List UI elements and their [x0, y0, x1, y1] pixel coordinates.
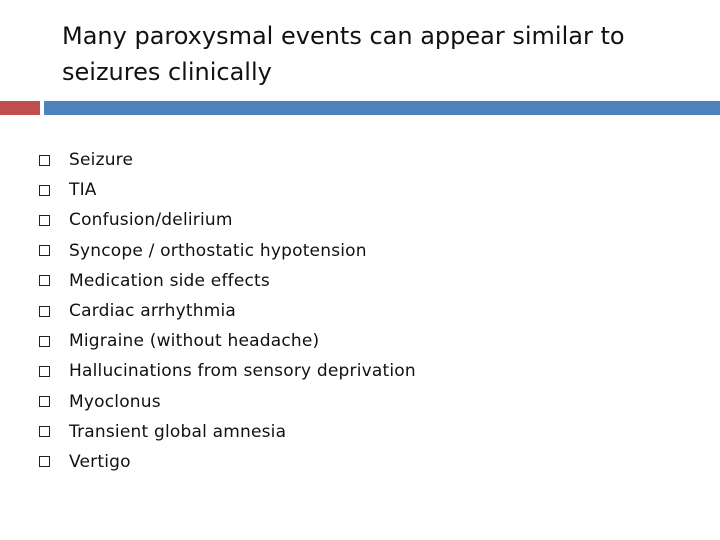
bullet-text: TIA: [69, 180, 97, 201]
bullet-text: Seizure: [69, 150, 134, 171]
bullet-list: [38, 145, 416, 477]
bullet-text: Myoclonus: [69, 391, 161, 412]
list-item: [38, 387, 416, 417]
square-bullet-icon: [39, 185, 50, 196]
list-item: [38, 205, 416, 235]
square-bullet-icon: [39, 155, 50, 166]
title-underline-bar: [44, 101, 720, 115]
square-bullet-icon: [39, 336, 50, 347]
bullet-text: Vertigo: [69, 451, 131, 472]
list-item: [38, 417, 416, 447]
list-item: [38, 266, 416, 296]
list-item: [38, 356, 416, 386]
square-bullet-icon: [39, 366, 50, 377]
title-accent-bar: [0, 101, 40, 115]
bullet-text: Transient global amnesia: [69, 421, 287, 442]
list-item: [38, 447, 416, 477]
list-item: [38, 175, 416, 205]
list-item: [38, 326, 416, 356]
bullet-text: Confusion/delirium: [69, 210, 233, 231]
square-bullet-icon: [39, 306, 50, 317]
bullet-text: Migraine (without headache): [69, 331, 320, 352]
square-bullet-icon: [39, 245, 50, 256]
square-bullet-icon: [39, 215, 50, 226]
list-item: [38, 296, 416, 326]
bullet-text: Cardiac arrhythmia: [69, 301, 237, 322]
square-bullet-icon: [39, 456, 50, 467]
square-bullet-icon: [39, 426, 50, 437]
square-bullet-icon: [39, 275, 50, 286]
list-item: [38, 236, 416, 266]
list-item: [38, 145, 416, 175]
bullet-text: Medication side effects: [69, 270, 270, 291]
square-bullet-icon: [39, 396, 50, 407]
bullet-text: Syncope / orthostatic hypotension: [69, 240, 367, 261]
slide-title: Many paroxysmal events can appear similar to seizures clinically: [62, 22, 625, 86]
bullet-text: Hallucinations from sensory deprivation: [69, 361, 416, 382]
